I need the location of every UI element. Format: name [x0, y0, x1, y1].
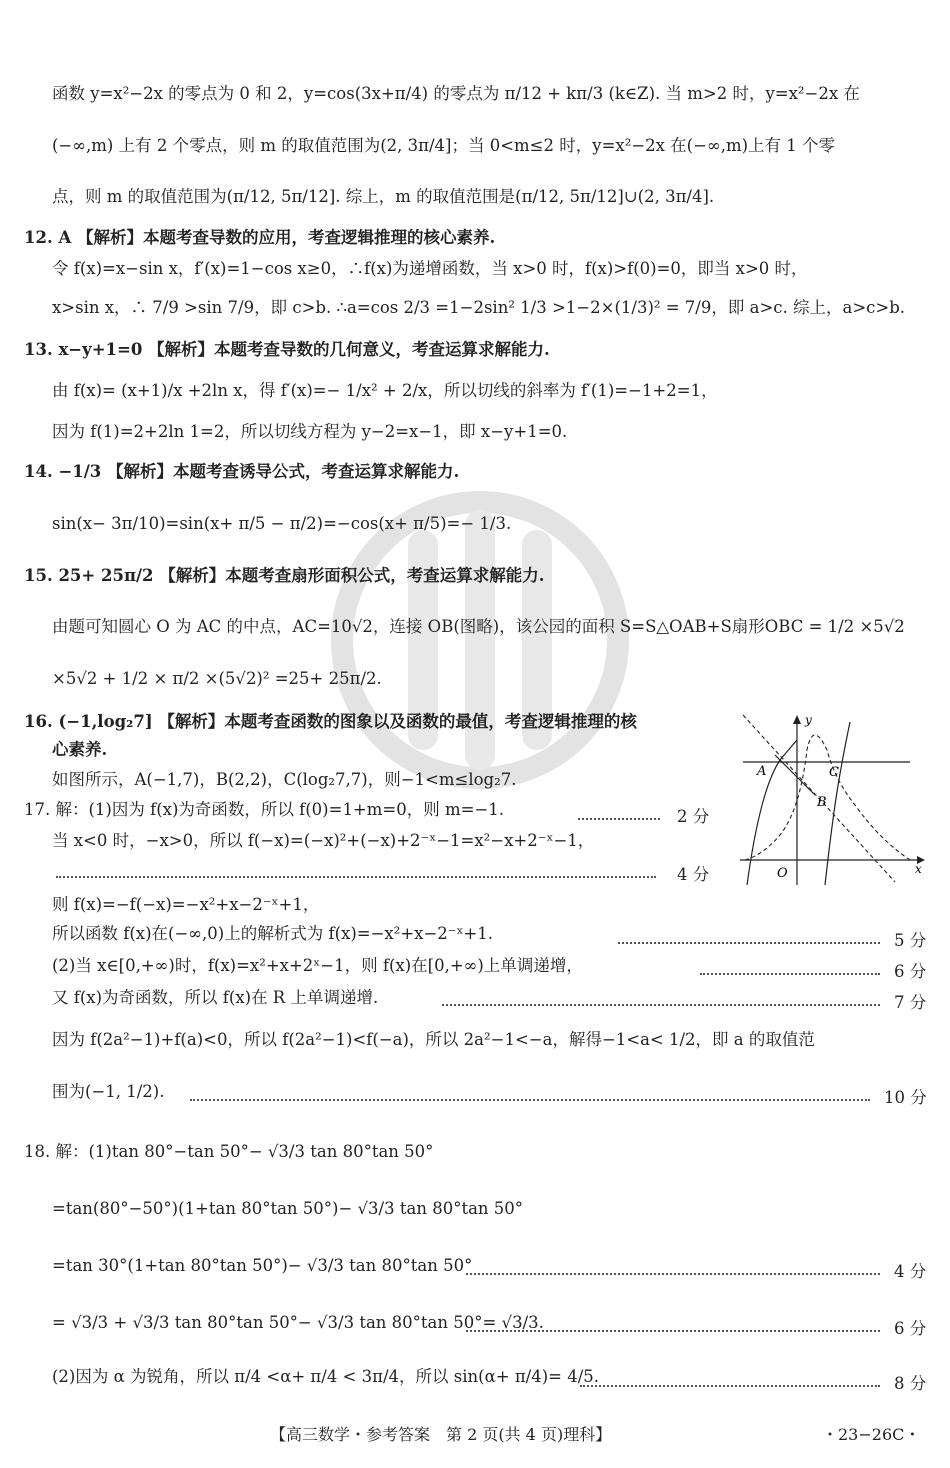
score-label: 6 分	[894, 1319, 927, 1338]
text-line-15a: 由题可知圆心 O 为 AC 的中点，AC=10√2，连接 OB(图略)，该公园的面积 S=S△OAB+S扇形OBC = 1/2 ×5√2	[52, 617, 905, 636]
answer-17-line1: 17. 解：(1)因为 f(x)为奇函数，所以 f(0)=1+m=0，则 m=−1.	[24, 800, 505, 819]
watermark-logo	[330, 490, 630, 790]
text-line-15b: ×5√2 + 1/2 × π/2 ×(5√2)² =25+ 25π/2.	[52, 669, 382, 688]
footer-title: 【高三数学・参考答案 第 2 页(共 4 页)理科】	[270, 1425, 612, 1444]
answer-14-heading: 14. −1/3 【解析】本题考查诱导公式，考查运算求解能力.	[24, 462, 460, 481]
text-line-3: 点，则 m 的取值范围为(π/12, 5π/12]. 综上，m 的取值范围是(π/12, 5π/12]∪(2, 3π/4].	[52, 187, 715, 206]
dot-leader	[466, 1330, 880, 1332]
text-line-16a: 如图所示，A(−1,7)，B(2,2)，C(log₂7,7)，则−1<m≤log₂7.	[52, 770, 517, 789]
y-axis-label: y	[805, 713, 812, 727]
score-label: 5 分	[894, 931, 927, 950]
origin-label: O	[777, 866, 788, 881]
score-label: 4 分	[677, 865, 710, 884]
text-line-14a: sin(x− 3π/10)=sin(x+ π/5 − π/2)=−cos(x+ π/5)=− 1/3.	[52, 514, 512, 533]
point-a-label: A	[757, 764, 767, 779]
answer-17-line2: 当 x<0 时，−x>0，所以 f(−x)=(−x)²+(−x)+2⁻ˣ−1=x²−x+2⁻ˣ−1，	[52, 831, 595, 850]
dot-leader	[580, 1385, 880, 1387]
answer-18-line5: (2)因为 α 为锐角，所以 π/4 <α+ π/4 < 3π/4，所以 sin(α+ π/4)= 4/5.	[52, 1367, 600, 1386]
score-label: 7 分	[894, 993, 927, 1012]
dot-leader	[442, 1004, 880, 1006]
answer-16-heading: 16. (−1,log₂7] 【解析】本题考查函数的图象以及函数的最值，考查逻辑推理的核	[24, 712, 637, 731]
answer-18-line2: =tan(80°−50°)(1+tan 80°tan 50°)− √3/3 tan 80°tan 50°	[52, 1199, 524, 1218]
dot-leader	[578, 818, 660, 820]
footer-code: ・23−26C・	[822, 1425, 921, 1444]
answer-17-line5: (2)当 x∈[0,+∞)时，f(x)=x²+x+2ˣ−1，则 f(x)在[0,+∞)上单调递增，	[52, 956, 583, 975]
answer-18-line4: = √3/3 + √3/3 tan 80°tan 50°− √3/3 tan 80°tan 50°= √3/3.	[52, 1313, 544, 1332]
answer-18-line1: 18. 解：(1)tan 80°−tan 50°− √3/3 tan 80°tan 50°	[24, 1142, 434, 1161]
text-line-12b: x>sin x，∴ 7/9 >sin 7/9，即 c>b. ∴a=cos 2/3 =1−2sin² 1/3 >1−2×(1/3)² = 7/9，即 a>c. 综上，a>c>b.	[52, 298, 906, 317]
point-c-label: C	[829, 765, 839, 780]
answer-16-heading-cont: 心素养.	[52, 740, 108, 759]
dot-leader	[618, 942, 880, 944]
point-b-label: B	[817, 795, 827, 810]
answer-12-heading: 12. A 【解析】本题考查导数的应用，考查逻辑推理的核心素养.	[24, 228, 496, 247]
y-axis-arrow	[793, 715, 801, 724]
answer-17-line3: 则 f(x)=−f(−x)=−x²+x−2⁻ˣ+1，	[52, 895, 320, 914]
answer-13-heading: 13. x−y+1=0 【解析】本题考查导数的几何意义，考查运算求解能力.	[24, 340, 550, 359]
answer-17-line8: 围为(−1, 1/2).	[52, 1082, 165, 1101]
function-graph-figure	[735, 710, 930, 890]
answer-18-line3: =tan 30°(1+tan 80°tan 50°)− √3/3 tan 80°tan 50°	[52, 1256, 473, 1275]
dashed-line-2	[775, 755, 815, 795]
x-axis-label: x	[915, 862, 922, 876]
score-label: 6 分	[894, 962, 927, 981]
answer-17-line7: 因为 f(2a²−1)+f(a)<0，所以 f(2a²−1)<f(−a)，所以 2a²−1<−a，解得−1<a< 1/2，即 a 的取值范	[52, 1030, 815, 1049]
text-line-13a: 由 f(x)= (x+1)/x +2ln x，得 f′(x)=− 1/x² + 2/x，所以切线的斜率为 f′(1)=−1+2=1，	[52, 381, 718, 400]
score-label: 2 分	[677, 807, 710, 826]
score-label: 4 分	[894, 1262, 927, 1281]
dot-leader	[700, 973, 880, 975]
dot-leader	[190, 1099, 870, 1101]
text-line-12a: 令 f(x)=x−sin x，f′(x)=1−cos x≥0，∴f(x)为递增函数，当 x>0 时，f(x)>f(0)=0，即当 x>0 时，	[52, 259, 808, 278]
answer-15-heading: 15. 25+ 25π/2 【解析】本题考查扇形面积公式，考查运算求解能力.	[24, 566, 545, 585]
text-line-2: (−∞,m) 上有 2 个零点，则 m 的取值范围为(2, 3π/4]；当 0<m≤2 时，y=x²−2x 在(−∞,m)上有 1 个零	[52, 136, 836, 155]
score-label: 8 分	[894, 1374, 927, 1393]
text-line-1: 函数 y=x²−2x 的零点为 0 和 2，y=cos(3x+π/4) 的零点为 π/12 + kπ/3 (k∈Z). 当 m>2 时，y=x²−2x 在	[52, 84, 860, 103]
answer-17-line4: 所以函数 f(x)在(−∞,0)上的解析式为 f(x)=−x²+x−2⁻ˣ+1.	[52, 924, 494, 943]
answer-17-line6: 又 f(x)为奇函数，所以 f(x)在 R 上单调递增.	[52, 988, 379, 1007]
dot-leader	[466, 1273, 880, 1275]
score-label: 10 分	[884, 1088, 927, 1107]
dot-leader	[56, 876, 656, 878]
dashed-parabola	[745, 735, 910, 860]
text-line-13b: 因为 f(1)=2+2ln 1=2，所以切线方程为 y−2=x−1，即 x−y+1=0.	[52, 422, 568, 441]
